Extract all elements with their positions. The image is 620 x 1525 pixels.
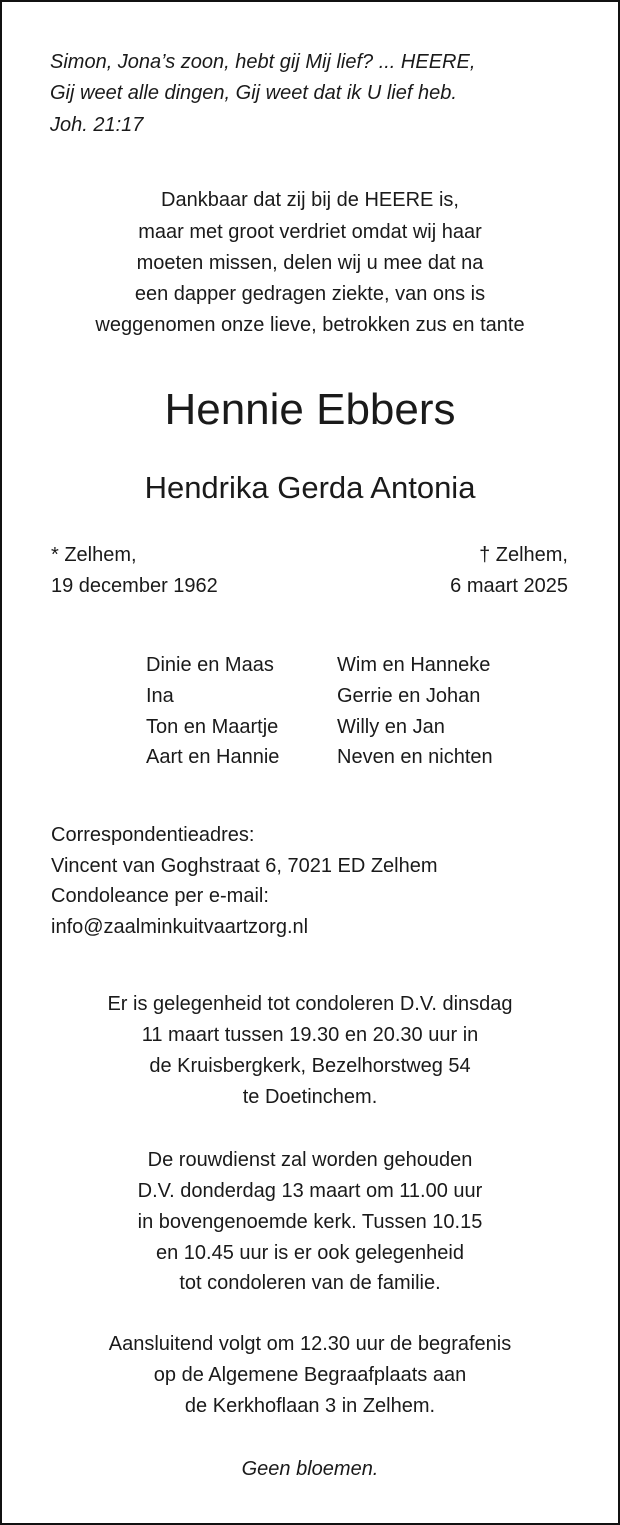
- deceased-name: Hennie Ebbers: [164, 385, 456, 434]
- condolence-email: info@zaalminkuitvaartzorg.nl: [51, 916, 309, 938]
- intro-line-5: weggenomen onze lieve, betrokken zus en tante: [95, 314, 525, 336]
- service-line-3: in bovengenoemde kerk. Tussen 10.15: [137, 1211, 483, 1233]
- family-member: Ton en Maartje: [146, 716, 279, 738]
- service-line-5: tot condoleren van de familie.: [179, 1272, 441, 1294]
- family-member: Wim en Hanneke: [337, 654, 491, 676]
- correspondence-label: Correspondentieadres:: [51, 824, 255, 846]
- family-member: Gerrie en Johan: [337, 685, 481, 707]
- birth-date: 19 december 1962: [51, 575, 218, 597]
- death-date: 6 maart 2025: [450, 575, 568, 597]
- condolence-email-label: Condoleance per e-mail:: [51, 885, 269, 907]
- family-member: Aart en Hannie: [146, 746, 280, 768]
- birth-place: * Zelhem,: [51, 544, 137, 566]
- intro-line-4: een dapper gedragen ziekte, van ons is: [134, 283, 486, 305]
- verse-line-1: Simon, Jona’s zoon, hebt gij Mij lief? ... HEERE,: [50, 51, 476, 73]
- burial-line-1: Aansluitend volgt om 12.30 uur de begrafenis: [108, 1333, 512, 1355]
- intro-line-3: moeten missen, delen wij u mee dat na: [136, 252, 484, 274]
- intro-line-1: Dankbaar dat zij bij de HEERE is,: [161, 189, 459, 211]
- deceased-full-name: Hendrika Gerda Antonia: [144, 470, 476, 505]
- condolence-line-3: de Kruisbergkerk, Bezelhorstweg 54: [149, 1055, 471, 1077]
- closing-note: Geen bloemen.: [241, 1458, 379, 1480]
- correspondence-address: Vincent van Goghstraat 6, 7021 ED Zelhem: [51, 855, 438, 877]
- burial-line-2: op de Algemene Begraafplaats aan: [153, 1364, 467, 1386]
- family-member: Dinie en Maas: [146, 654, 274, 676]
- verse-line-2: Gij weet alle dingen, Gij weet dat ik U lief heb.: [50, 82, 457, 104]
- condolence-line-4: te Doetinchem.: [242, 1086, 378, 1108]
- burial-line-3: de Kerkhoflaan 3 in Zelhem.: [184, 1395, 436, 1417]
- family-member: Willy en Jan: [337, 716, 445, 738]
- service-line-4: en 10.45 uur is er ook gelegenheid: [155, 1242, 464, 1264]
- death-place: † Zelhem,: [479, 544, 568, 566]
- verse-reference: Joh. 21:17: [50, 114, 144, 136]
- family-member: Ina: [146, 685, 174, 707]
- service-line-1: De rouwdienst zal worden gehouden: [147, 1149, 473, 1171]
- condolence-line-2: 11 maart tussen 19.30 en 20.30 uur in: [141, 1024, 479, 1046]
- intro-line-2: maar met groot verdriet omdat wij haar: [138, 221, 482, 243]
- service-line-2: D.V. donderdag 13 maart om 11.00 uur: [137, 1180, 483, 1202]
- family-member: Neven en nichten: [337, 746, 493, 768]
- condolence-line-1: Er is gelegenheid tot condoleren D.V. dinsdag: [107, 993, 513, 1015]
